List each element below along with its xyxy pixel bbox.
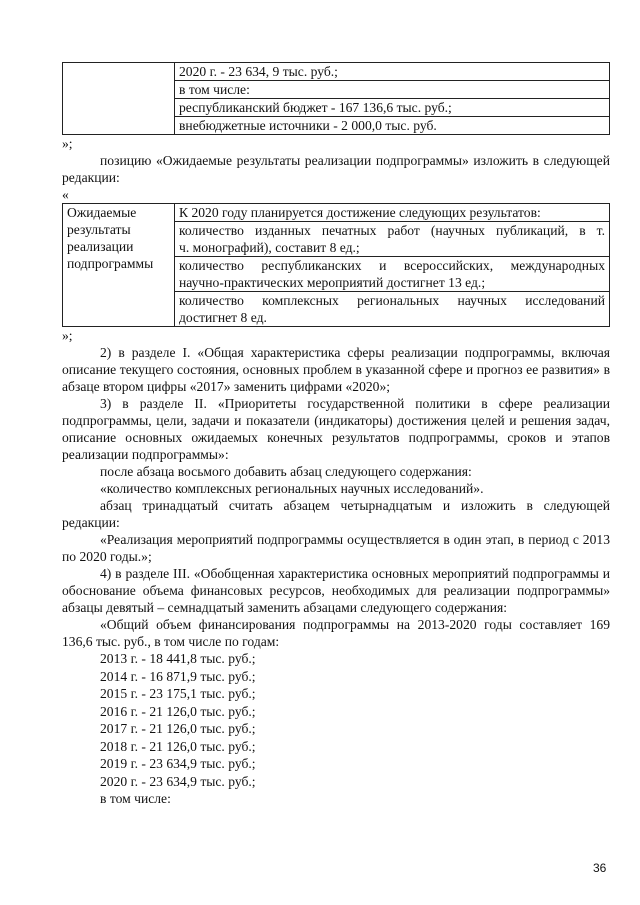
list-item: 2017 г. - 21 126,0 тыс. руб.; xyxy=(100,721,256,736)
results-line: количество изданных печатных работ (научных публикаций, в т. xyxy=(179,223,605,238)
results-label-line: реализации xyxy=(67,239,134,254)
list-item: 2020 г. - 23 634,9 тыс. руб.; xyxy=(100,773,256,789)
funding-table-empty-cell xyxy=(63,63,175,135)
results-table xyxy=(62,203,610,327)
results-label-line: Ожидаемые xyxy=(67,205,137,220)
results-line: количество комплексных региональных научных исследований xyxy=(179,293,605,308)
results-line: достигнет 8 ед. xyxy=(179,310,267,325)
list-item: 2018 г. - 21 126,0 тыс. руб.; xyxy=(100,738,256,754)
paragraph-realization: «Реализация мероприятий подпрограммы осуществляется в один этап, в период с 2013 по 2020 годы.»; xyxy=(62,532,610,564)
funding-line: 2020 г. - 23 634, 9 тыс. руб.; xyxy=(175,63,609,81)
results-line: ч. монографий), составит 8 ед.; xyxy=(175,239,609,257)
paragraph-section-2: 3) в разделе II. «Приоритеты государственной политики в сфере реализации подпрограммы, цели, задачи и показатели (индикаторы) достижения целей и решения задач, описание основных ожидаемых конечных результатов подпрограммы, сроков и этапов реализации подпрограммы»: xyxy=(62,396,610,462)
results-line: научно-практических мероприятий достигнет 13 ед.; xyxy=(175,274,609,292)
close-quote: »; xyxy=(62,136,73,151)
results-label-line: подпрограммы xyxy=(67,256,154,271)
open-quote: « xyxy=(62,187,69,202)
funding-table-values-cell xyxy=(175,63,610,135)
results-table-text-cell xyxy=(175,204,610,327)
list-item: 2016 г. - 21 126,0 тыс. руб.; xyxy=(100,703,256,719)
list-item: 2019 г. - 23 634,9 тыс. руб.; xyxy=(100,756,256,771)
list-item: 2013 г. - 18 441,8 тыс. руб.; xyxy=(100,651,256,666)
results-table-label-cell xyxy=(63,204,175,327)
funding-table xyxy=(62,62,610,135)
document-content xyxy=(62,62,610,808)
paragraph-position: позицию «Ожидаемые результаты реализации подпрограммы» изложить в следующей редакции: xyxy=(62,153,610,185)
funding-line: в том числе: xyxy=(175,81,609,99)
page-number: 36 xyxy=(593,861,607,875)
yearly-funding-list xyxy=(100,650,610,808)
results-line: К 2020 году планируется достижение следующих результатов: xyxy=(175,204,609,222)
funding-line: внебюджетные источники - 2 000,0 тыс. руб. xyxy=(179,118,437,133)
paragraph-abzac-13: абзац тринадцатый считать абзацем четырнадцатым и изложить в следующей редакции: xyxy=(62,498,610,530)
results-line: количество республиканских и всероссийских, международных xyxy=(179,258,605,273)
paragraph-add-abzac: после абзаца восьмого добавить абзац следующего содержания: xyxy=(100,464,472,479)
list-item: 2015 г. - 23 175,1 тыс. руб.; xyxy=(100,686,256,701)
paragraph-total-funding: «Общий объем финансирования подпрограммы на 2013-2020 годы составляет 169 136,6 тыс. руб., в том числе по годам: xyxy=(62,617,610,649)
results-label-line: результаты xyxy=(67,222,131,237)
paragraph-section-1: 2) в разделе I. «Общая характеристика сферы реализации подпрограммы, включая описание текущего состояния, основных проблем в указанной сфере и прогноз ее развития» в абзаце втором цифры «2017» заменить цифрами «2020»; xyxy=(62,345,610,394)
close-quote: »; xyxy=(62,328,73,343)
list-item: 2014 г. - 16 871,9 тыс. руб.; xyxy=(100,668,256,684)
paragraph-quote-research: «количество комплексных региональных научных исследований». xyxy=(100,481,484,496)
funding-line: республиканский бюджет - 167 136,6 тыс. руб.; xyxy=(175,99,609,117)
including-label: в том числе: xyxy=(100,791,171,806)
paragraph-section-3: 4) в разделе III. «Обобщенная характеристика основных мероприятий подпрограммы и обоснование объема финансовых ресурсов, необходимых для реализации подпрограммы» абзацы девятый – семнадцатый заменить абзацами следующего содержания: xyxy=(62,566,610,615)
